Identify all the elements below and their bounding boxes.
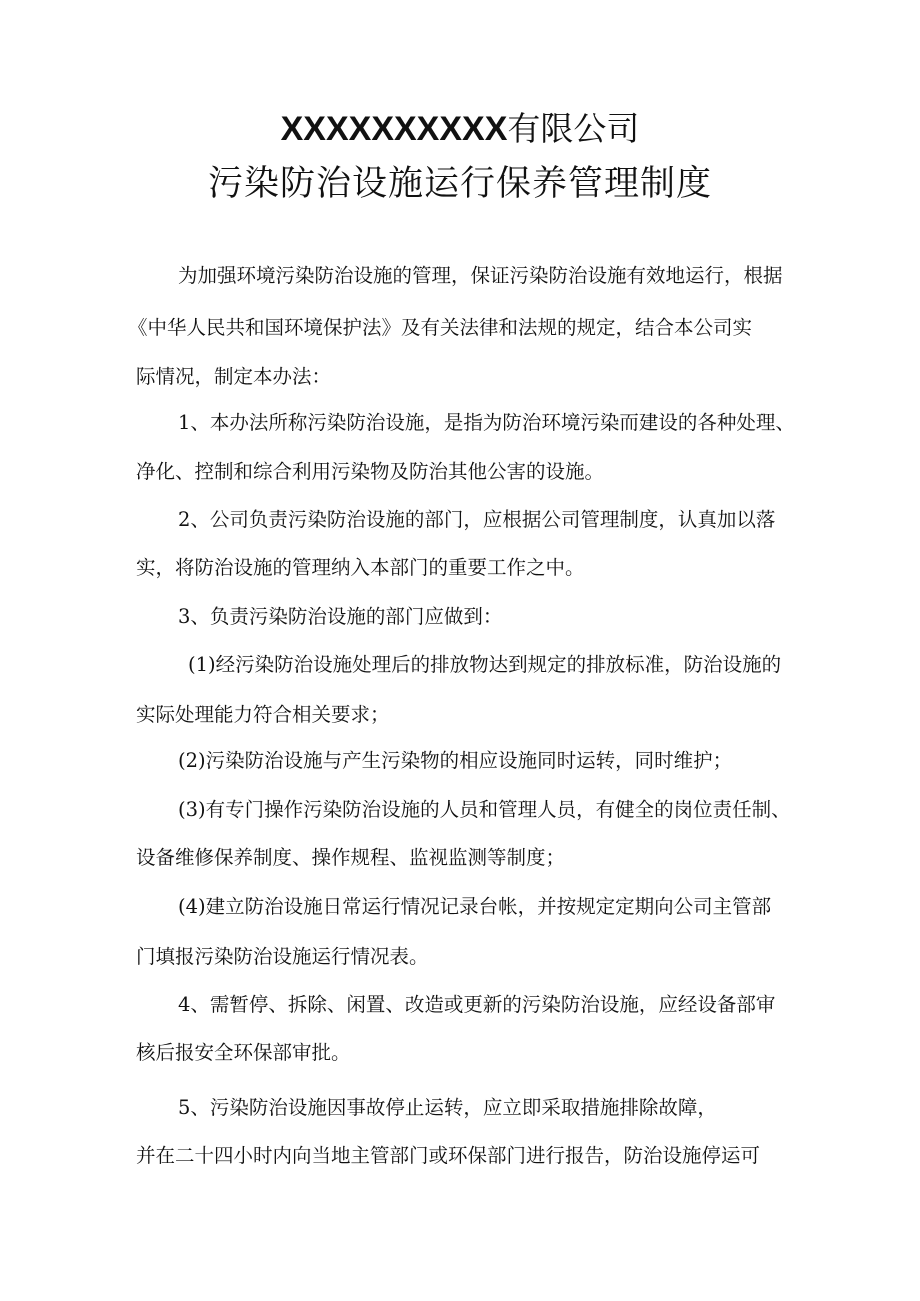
body-line: 实际处理能力符合相关要求； [136,703,390,726]
body-line: 并在二十四小时内向当地主管部门或环保部门进行报告，防治设施停运可 [136,1144,761,1167]
company-title [0,104,920,154]
body-line: 实，将防治设施的管理纳入本部门的重要工作之中。 [136,556,585,579]
body-line: 核后报安全环保部审批。 [136,1041,351,1064]
body-line: 《中华人民共和国环境保护法》及有关法律和法规的规定，结合本公司实 [128,316,753,339]
body-line: 净化、控制和综合利用污染物及防治其他公害的设施。 [136,460,605,483]
body-line: 2、公司负责污染防治设施的部门，应根据公司管理制度，认真加以落 [178,508,776,531]
company-name-placeholder: XXXXXXXXXX [280,110,508,148]
body-line: 1、本办法所称污染防治设施，是指为防治环境污染而建设的各种处理、 [178,411,795,434]
body-line: 4、需暂停、拆除、闲置、改造或更新的污染防治设施，应经设备部审 [178,993,776,1016]
body-line: 际情况，制定本办法： [136,365,332,388]
body-line: 门填报污染防治设施运行情况表。 [136,945,429,968]
body-line: (2)污染防治设施与产生污染物的相应设施同时运转，同时维护； [178,749,733,772]
document-title: 污染防治设施运行保养管理制度 [207,164,712,204]
body-line: (4)建立防治设施日常运行情况记录台帐，并按规定定期向公司主管部 [178,895,772,918]
company-suffix: 有限公司 [507,109,640,148]
body-line: 为加强环境污染防治设施的管理，保证污染防治设施有效地运行，根据 [178,264,783,287]
body-line: (3)有专门操作污染防治设施的人员和管理人员，有健全的岗位责任制、 [178,798,791,821]
body-line: 3、负责污染防治设施的部门应做到： [178,605,503,628]
body-line: 设备维修保养制度、操作规程、监视监测等制度； [136,846,566,869]
body-line: 5、污染防治设施因事故停止运转，应立即采取措施排除故障， [178,1096,717,1119]
body-line: (1)经污染防治设施处理后的排放物达到规定的排放标准，防治设施的 [188,653,782,676]
